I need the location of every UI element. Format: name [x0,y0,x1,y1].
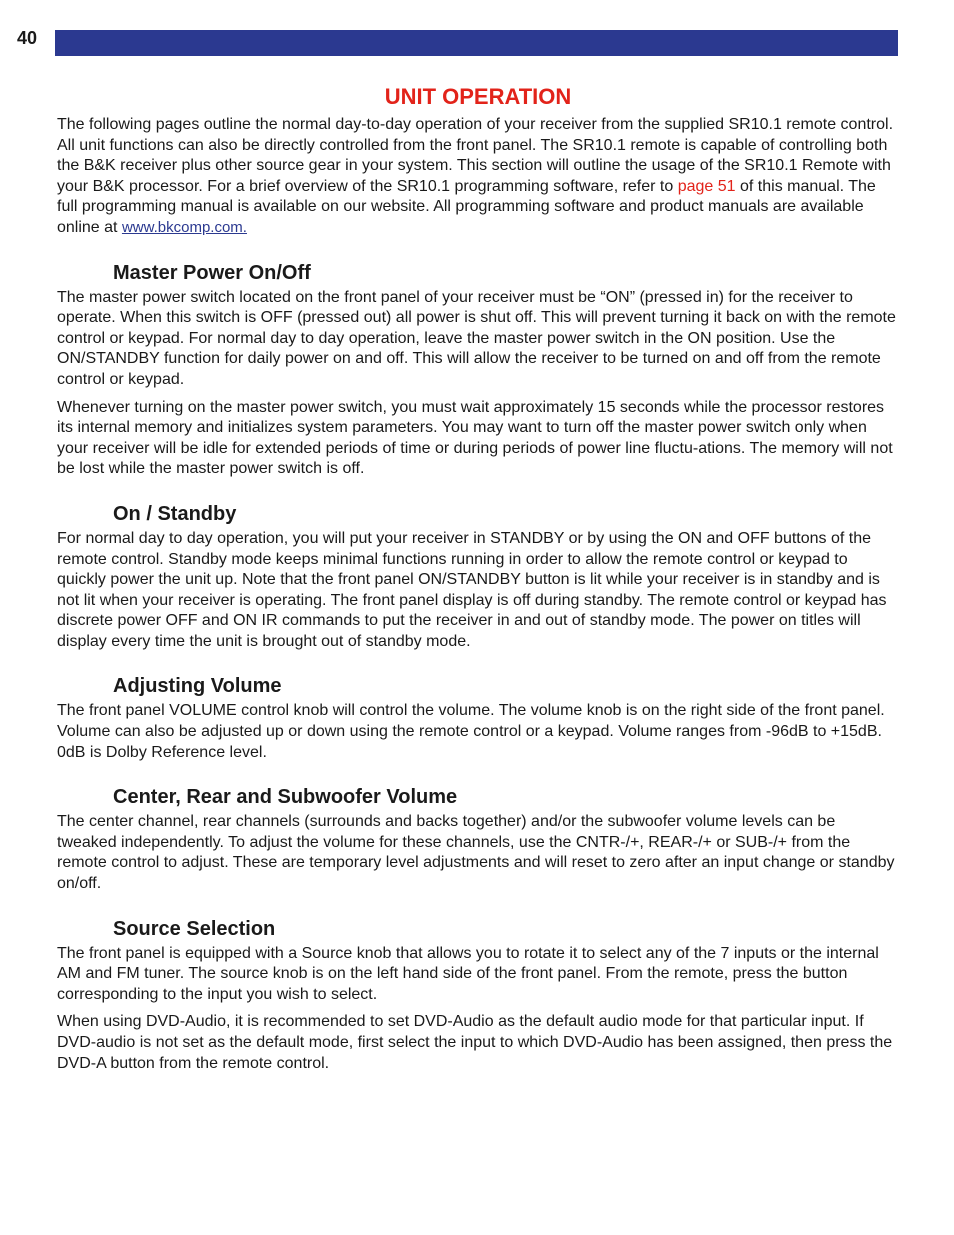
header-bar [55,30,898,56]
website-link[interactable]: www.bkcomp.com. [121,218,247,236]
paragraph: Whenever turning on the master power switch, you must wait approximately 15 seconds while the processor restores its internal memory and initializes system parameters. You may want to turn off the master power switch only when your receiver will be idle for extended periods of time or during periods of power line fluctu-ations. The memory will not be lost while the master power switch is off. [57,398,893,478]
heading-source-selection: Source Selection [113,917,276,940]
intro-paragraph [57,115,899,239]
paragraph: When using DVD-Audio, it is recommended to set DVD-Audio as the default audio mode for that particular input. If DVD-audio is not set as the default mode, first select the input to which DVD-Audio has been assigned, then press the DVD-A button from the remote control. [57,1013,893,1072]
page-content [57,83,899,1074]
intro-text-middle: of this manual. The full programming manual is available on our website. All programming software and product manuals are available online at [57,177,876,236]
intro-text-start: The following pages outline the normal day-to-day operation of your receiver from the supplied SR10.1 remote control. All unit functions can also be directly controlled from the front panel. The SR10.1 remote is capable of controlling both the B&K receiver plus other source gear in your system. This section will outline the usage of the SR10.1 Remote with your B&K processor. For a brief overview of the SR10.1 programming software, refer to [57,116,894,195]
paragraph: The center channel, rear channels (surrounds and backs together) and/or the subwoofer volume levels can be tweaked independently. To adjust the volume for these channels, use the CNTR-/+, REAR-/+ or SUB-/+ from the remote control to adjust. These are temporary level adjustments and will reset to zero after an input change or standby on/off. [57,813,895,893]
paragraph: The front panel VOLUME control knob will control the volume. The volume knob is on the right side of the front panel. Volume can also be adjusted up or down using the remote control or a keypad. Volume ranges from -96dB to +15dB. 0dB is Dolby Reference level. [57,702,885,761]
heading-master-power: Master Power On/Off [113,261,311,284]
page-title: UNIT OPERATION [384,84,572,109]
heading-adjusting-volume: Adjusting Volume [113,675,282,698]
heading-center-rear-sub-volume: Center, Rear and Subwoofer Volume [113,786,458,809]
heading-on-standby: On / Standby [113,502,237,525]
paragraph: The master power switch located on the front panel of your receiver must be “ON” (pressed in) for the receiver to operate. When this switch is OFF (pressed out) all power is shut off. This will prevent turning it back on with the remote control or keypad. For normal day to day operation, leave the master power switch in the ON position. Use the ON/STANDBY function for daily power on and off. This will allow the receiver to be turned on and off from the remote control or keypad. [57,288,896,388]
paragraph: The front panel is equipped with a Source knob that allows you to rotate it to select any of the 7 inputs or the internal AM and FM tuner. The source knob is on the left hand side of the front panel. From the remote, press the button corresponding to the input you wish to select. [57,944,879,1003]
page-51-link[interactable]: page 51 [677,177,736,195]
page-number: 40 [17,28,38,48]
paragraph: For normal day to day operation, you will put your receiver in STANDBY or by using the ON and OFF buttons of the remote control. Standby mode keeps minimal functions running in order to allow the remote control or keypad to quickly power the unit up. Note that the front panel ON/STANDBY button is lit while your receiver is in standby and is not lit when your receiver is operating. The front panel display is off during standby. The remote control or keypad has discrete power OFF and ON IR commands to put the receiver in and out of standby mode. The power on titles will display every time the unit is brought out of standby mode. [57,529,887,650]
